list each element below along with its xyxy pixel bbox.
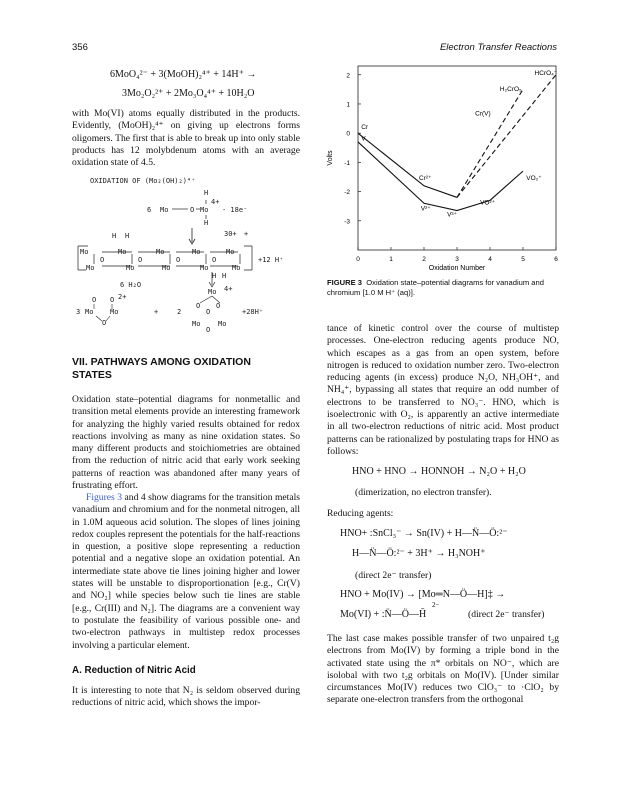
mo-label: O xyxy=(190,206,195,214)
mo-label: H xyxy=(125,232,130,240)
mo-label: Mo xyxy=(156,248,165,256)
data-label: V³⁺ xyxy=(447,211,458,219)
subsection-heading: A. Reduction of Nitric Acid xyxy=(72,665,196,676)
y-tick-label: -1 xyxy=(344,159,350,167)
scheme-six-h2o: 6 H₂O xyxy=(120,281,142,289)
mo-label: Mo xyxy=(200,206,209,214)
mo-label: Mo xyxy=(85,308,94,316)
mo-label: O xyxy=(206,326,211,334)
mo-label: O xyxy=(138,256,143,264)
section-heading: VII. PATHWAYS AMONG OXIDATION STATES xyxy=(72,356,251,381)
scheme-six: 6 xyxy=(147,206,152,214)
mo-label: O xyxy=(176,256,181,264)
scheme-right-charge: 30+ xyxy=(224,230,237,238)
mo-label: O xyxy=(212,256,217,264)
data-label: V²⁺ xyxy=(420,205,431,213)
scheme-plus-28h: +28H⁺ xyxy=(242,308,264,316)
mo-label: H xyxy=(204,219,209,227)
mo-label: Mo xyxy=(86,264,95,272)
mo-oxidation-scheme xyxy=(72,170,302,340)
mo-label: O xyxy=(92,296,97,304)
equation-dimerization: HNO + HNO → HONNOH → N₂O + H₂O xyxy=(352,466,526,477)
paragraph-last-case: The last case makes possible transfer of two unpaired t₂g electrons from Mo(IV) by forming a triple bond in the activated state using the π* orbitals on NO⁻, which are isolobal with two t₂g orbitals on Mo(IV). [Under similar circumstances Mo(IV) reduces two ClO₃⁻ to ·ClO₂ by separate one-electron transfers from the orthogonal xyxy=(327,633,559,706)
mo-label: Mo xyxy=(200,264,209,272)
scheme-top-h: H xyxy=(204,189,209,197)
mo-label: O xyxy=(196,302,201,310)
paragraph-nitric-acid: It is interesting to note that N₂ is seldom observed during reductions of nitric acid, which shows the impor- xyxy=(72,685,300,709)
paragraph-products: with Mo(VI) atoms equally distributed in the products. Evidently, (MoOH)₂⁴⁺ on giving up electrons forms oligomers. The first that is able to break up into only stable products has 12 molybdenum atoms with an average oxidation state of 4.5. xyxy=(72,108,300,169)
mo-label: Mo xyxy=(192,320,201,328)
mo-label: O xyxy=(102,319,107,327)
scheme-minus-e: - 18e⁻ xyxy=(222,206,248,214)
data-label: V xyxy=(361,135,366,143)
mo-label: Mo xyxy=(232,264,241,272)
equation-protonation: H—N̈—Ö:²⁻ + 3H⁺ → H₃NOH⁺ xyxy=(352,548,486,559)
x-tick-label: 1 xyxy=(389,256,393,263)
data-label: H₂CrO₅ xyxy=(499,85,522,93)
equation-protonation-note: (direct 2e⁻ transfer) xyxy=(355,570,432,581)
mo-label: Mo xyxy=(192,248,201,256)
x-tick-label: 4 xyxy=(488,256,492,263)
equation-molybdenum-2: Mo(VI) + :N̈—Ö—H̄ xyxy=(340,609,427,620)
mo-label: Mo xyxy=(80,248,89,256)
page-number: 356 xyxy=(72,42,88,53)
plot-area-frame xyxy=(358,66,556,250)
equation-molybdenum-charge: 2− xyxy=(432,601,440,609)
mo-label: Mo xyxy=(226,248,235,256)
data-label: Cr xyxy=(361,123,369,131)
scheme-plus: + xyxy=(244,230,249,238)
series-line-crv xyxy=(457,89,523,197)
mo-label: Mo xyxy=(110,308,119,316)
scheme-two: 2 xyxy=(177,308,182,316)
scheme-top-charge: 4+ xyxy=(211,198,220,206)
x-tick-label: 0 xyxy=(356,256,360,263)
figure-3-caption: FIGURE 3 Oxidation state–potential diagrams for vanadium and chromium [1.0 M H⁺ (aq)]. xyxy=(327,278,544,297)
reducing-agents-label: Reducing agents: xyxy=(327,508,394,519)
paragraph-figures: Figures 3 and 4 show diagrams for the transition metals vanadium and chromium and for the nonmetal nitrogen, all in 1.0M aqueous acid solution. The slopes of lines joining redox couples represent the potentials for the half-reactions in question, a positive slope representing a reduction potential and a negative slope an oxidation potential. An intermediate state above tie lines joining higher and lower states will be unstable to disproportionation [e.g., Cr(V) and NO₂] while species below such tie lines are stable [e.g., Cr(III) and N₂]. The diagrams are a convenient way to postulate the feasibility of various possible one- and two-electron pathways in multistep redox processes involving a particular element. xyxy=(72,492,300,651)
data-label: Cr²⁺ xyxy=(419,174,432,182)
paragraph-oxidation-state-diagrams: Oxidation state–potential diagrams for nonmetallic and transition metal elements provide an interesting framework for analyzing the highly varied results obtained for redox reactions involving as many as nine oxidation states. So many different products and stoichiometries are obtained from the reduction of nitric acid that early work seeking patterns of reaction was abandoned after many years of frustrating effort. xyxy=(72,394,300,492)
equation-molybdenum-note: (direct 2e⁻ transfer) xyxy=(468,609,545,620)
equation-molybdenum-1: HNO + Mo(IV) → [Mo═N—Ö—H]‡ → xyxy=(340,589,506,600)
y-tick-label: -3 xyxy=(344,218,350,226)
data-label: HCrO₄⁻ xyxy=(534,69,558,77)
mo-label: H xyxy=(222,272,227,280)
y-tick-label: 0 xyxy=(346,130,350,138)
y-tick-label: 1 xyxy=(346,101,350,109)
data-label: VO²⁺ xyxy=(480,199,496,207)
scheme-four-plus: 4+ xyxy=(224,285,233,293)
scheme-two-plus: 2+ xyxy=(118,293,127,301)
mo-label: Mo xyxy=(208,288,217,296)
running-title: Electron Transfer Reactions xyxy=(439,42,557,53)
scheme-three: 3 xyxy=(76,308,81,316)
mo-label: O xyxy=(206,308,211,316)
mo-label: H xyxy=(112,232,117,240)
mo-label: O xyxy=(110,296,115,304)
data-label: VO₂⁺ xyxy=(526,174,542,182)
figure-3-chart xyxy=(318,60,563,275)
x-axis-label: Oxidation Number xyxy=(428,265,486,272)
scheme-plus: + xyxy=(154,308,159,316)
scheme-plus-12h: +12 H⁺ xyxy=(258,256,284,264)
equation-tin: HNO+ :SnCl₃⁻ → Sn(IV) + H—N̈—Ö:²⁻ xyxy=(340,528,508,539)
mo-label: O xyxy=(216,302,221,310)
equation-1-line-1: 6MoO₄²⁻ + 3(MoOH)₂⁴⁺ + 14H⁺ → xyxy=(110,69,257,80)
x-tick-label: 2 xyxy=(422,256,426,263)
mo-label: Mo xyxy=(218,320,227,328)
mo-label: Mo xyxy=(118,248,127,256)
x-tick-label: 5 xyxy=(521,256,525,263)
mo-label: Mo xyxy=(160,206,169,214)
mo-label: O xyxy=(100,256,105,264)
y-tick-label: 2 xyxy=(346,72,350,80)
scheme-title: OXIDATION OF (Mo₂(OH)₂)⁴⁺ xyxy=(90,177,196,185)
figure-3-link[interactable]: Figures 3 xyxy=(86,492,123,503)
mo-label: Mo xyxy=(162,264,171,272)
equation-1-line-2: 3Mo₂O₂²⁺ + 2Mo₃O₄⁴⁺ + 10H₂O xyxy=(122,88,255,99)
data-label: Cr(V) xyxy=(475,110,491,118)
y-tick-label: -2 xyxy=(344,189,350,197)
y-axis-label: Volts xyxy=(327,150,334,166)
x-tick-label: 6 xyxy=(554,256,558,263)
equation-dimerization-note: (dimerization, no electron transfer). xyxy=(355,487,492,498)
mo-label: Mo xyxy=(126,264,135,272)
paragraph-kinetic-control: tance of kinetic control over the course of multistep processes. One-electron reducing agents produce NO, which escapes as a gas from an open system, before nitrogen is reduced to oxidation number zero. Two-electron reducing agents (in excess) produce N₂O, NH₃OH⁺, and NH₄⁺, bypassing all states that require an odd number of electrons to be transferred to NO₃⁻. HNO, which is isoelectronic with O₂, is apparently an active intermediate in all two-electron reductions of nitric acid. Most product patterns can be rationalized by postulating traps for HNO as follows: xyxy=(327,323,559,457)
x-tick-label: 3 xyxy=(455,256,459,263)
mo-label: H xyxy=(212,272,217,280)
